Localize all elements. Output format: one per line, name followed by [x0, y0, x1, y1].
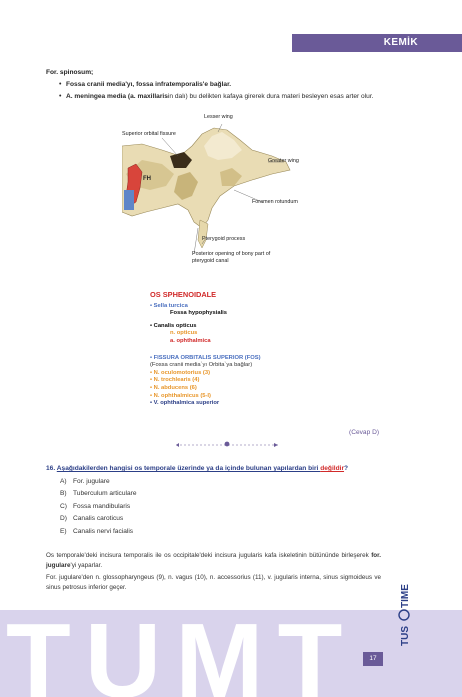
n-opticus: n. opticus	[170, 330, 198, 337]
bullet-item	[46, 92, 386, 102]
label-posterior-opening-1: Posterior opening of bony part of	[192, 251, 271, 257]
option-letter: B)	[60, 490, 67, 498]
n-trochlearis: • N. trochlearis (4)	[150, 377, 200, 384]
header-band	[292, 34, 462, 52]
fos-title: • FISSURA ORBITALIS SUPERIOR (FOS)	[150, 354, 261, 361]
v-ophthalmica: • V. ophthalmica superior	[150, 400, 220, 407]
explanation-paragraph-1	[46, 551, 381, 571]
n-abducens: • N. abducens (6)	[150, 384, 197, 391]
option-b[interactable]	[46, 488, 396, 501]
question-16	[46, 463, 396, 539]
label-greater-wing: Greater wing	[268, 158, 299, 164]
sphenoidale-summary	[150, 291, 330, 408]
watermark-text: TUMT	[6, 613, 357, 697]
bullet-dot: •	[59, 81, 62, 88]
sphenoid-figure	[122, 116, 322, 276]
option-c[interactable]	[46, 501, 396, 514]
header-title: KEMİK	[383, 37, 418, 48]
explanation-text: 'yi yaparlar.	[70, 562, 103, 570]
label-pterygoid-process: Pterygoid process	[202, 236, 246, 242]
bullet-text: Fossa cranii media'yı, fossa infratemporalis'e bağlar.	[66, 81, 232, 88]
fos-description: (Fossa cranii media`yı Orbita`ya bağlar)	[150, 362, 253, 369]
option-d[interactable]	[46, 513, 396, 526]
bullet-item	[46, 80, 386, 90]
sella-turcica: • Sella turcica	[150, 302, 188, 309]
bullet-text: in dalı) bu delikten kafaya girerek dura materi besleyen esas arter olur.	[167, 93, 374, 100]
question-negation: değildir	[320, 465, 345, 472]
option-letter: D)	[60, 515, 67, 523]
spinosum-section	[46, 68, 386, 102]
label-lesser-wing: Lesser wing	[204, 114, 233, 120]
logo-text-tus: TUS	[400, 626, 411, 646]
n-ophthalmicus: • N. ophthalmicus (5-I)	[150, 392, 211, 399]
page-number: 17	[363, 652, 383, 666]
tustime-logo	[392, 580, 414, 648]
n-oculomotorius: • N. oculomotorius (3)	[150, 369, 210, 376]
label-fh: FH	[143, 176, 151, 182]
watermark	[0, 613, 380, 697]
canalis-opticus: • Canalis opticus	[150, 322, 197, 329]
option-letter: A)	[60, 477, 67, 485]
option-letter: E)	[60, 527, 67, 535]
logo-text-time: TIME	[400, 584, 411, 608]
a-ophthalmica: a. ophthalmica	[170, 337, 211, 344]
bullet-dot: •	[59, 93, 62, 100]
explanation-bold: for. jugulare	[46, 552, 381, 570]
option-text: Tuberculum articulare	[73, 490, 137, 498]
option-letter: C)	[60, 502, 67, 510]
option-text: Canalis caroticus	[73, 515, 124, 523]
label-superior-orbital-fissure: Superior orbital fissure	[122, 131, 176, 137]
label-posterior-opening-2: pterygoid canal	[192, 258, 229, 264]
answer-label: (Cevap D)	[349, 429, 380, 436]
question-stem	[46, 463, 396, 476]
fossa-hypophysialis: Fossa hypophysialis	[170, 310, 228, 317]
option-e[interactable]	[46, 526, 396, 539]
sphenoidale-title: OS SPHENOIDALE	[150, 290, 217, 299]
section-title: For. spinosum;	[46, 69, 94, 76]
label-foramen-rotundum: Foramen rotundum	[252, 199, 298, 205]
option-text: For. jugulare	[73, 477, 110, 485]
divider-ornament	[176, 440, 278, 450]
question-text: Aşağıdakilerden hangisi os temporale üzerinde ya da içinde bulunan yapılardan biri	[56, 465, 321, 472]
question-number: 16.	[46, 465, 56, 472]
bullet-bold-text: A. meningea media (a. maxillaris	[66, 93, 168, 100]
option-text: Fossa mandibularis	[73, 502, 131, 510]
question-mark: ?	[344, 465, 349, 472]
option-text: Canalis nervi facialis	[73, 527, 134, 535]
option-a[interactable]	[46, 476, 396, 489]
explanation-paragraph-2: For. jugulare'den n. glossopharyngeus (9), n. vagus (10), n. accessorius (11), v. jugularis interna, sinus sigmoideus ve sinus petrosus inferior geçer.	[46, 573, 381, 592]
explanation	[46, 551, 381, 595]
explanation-text: Os temporale'deki incisura temporalis ile os occipitale'deki incisura jugularis kafa iskeletinin bütününde birleşerek	[46, 552, 372, 559]
